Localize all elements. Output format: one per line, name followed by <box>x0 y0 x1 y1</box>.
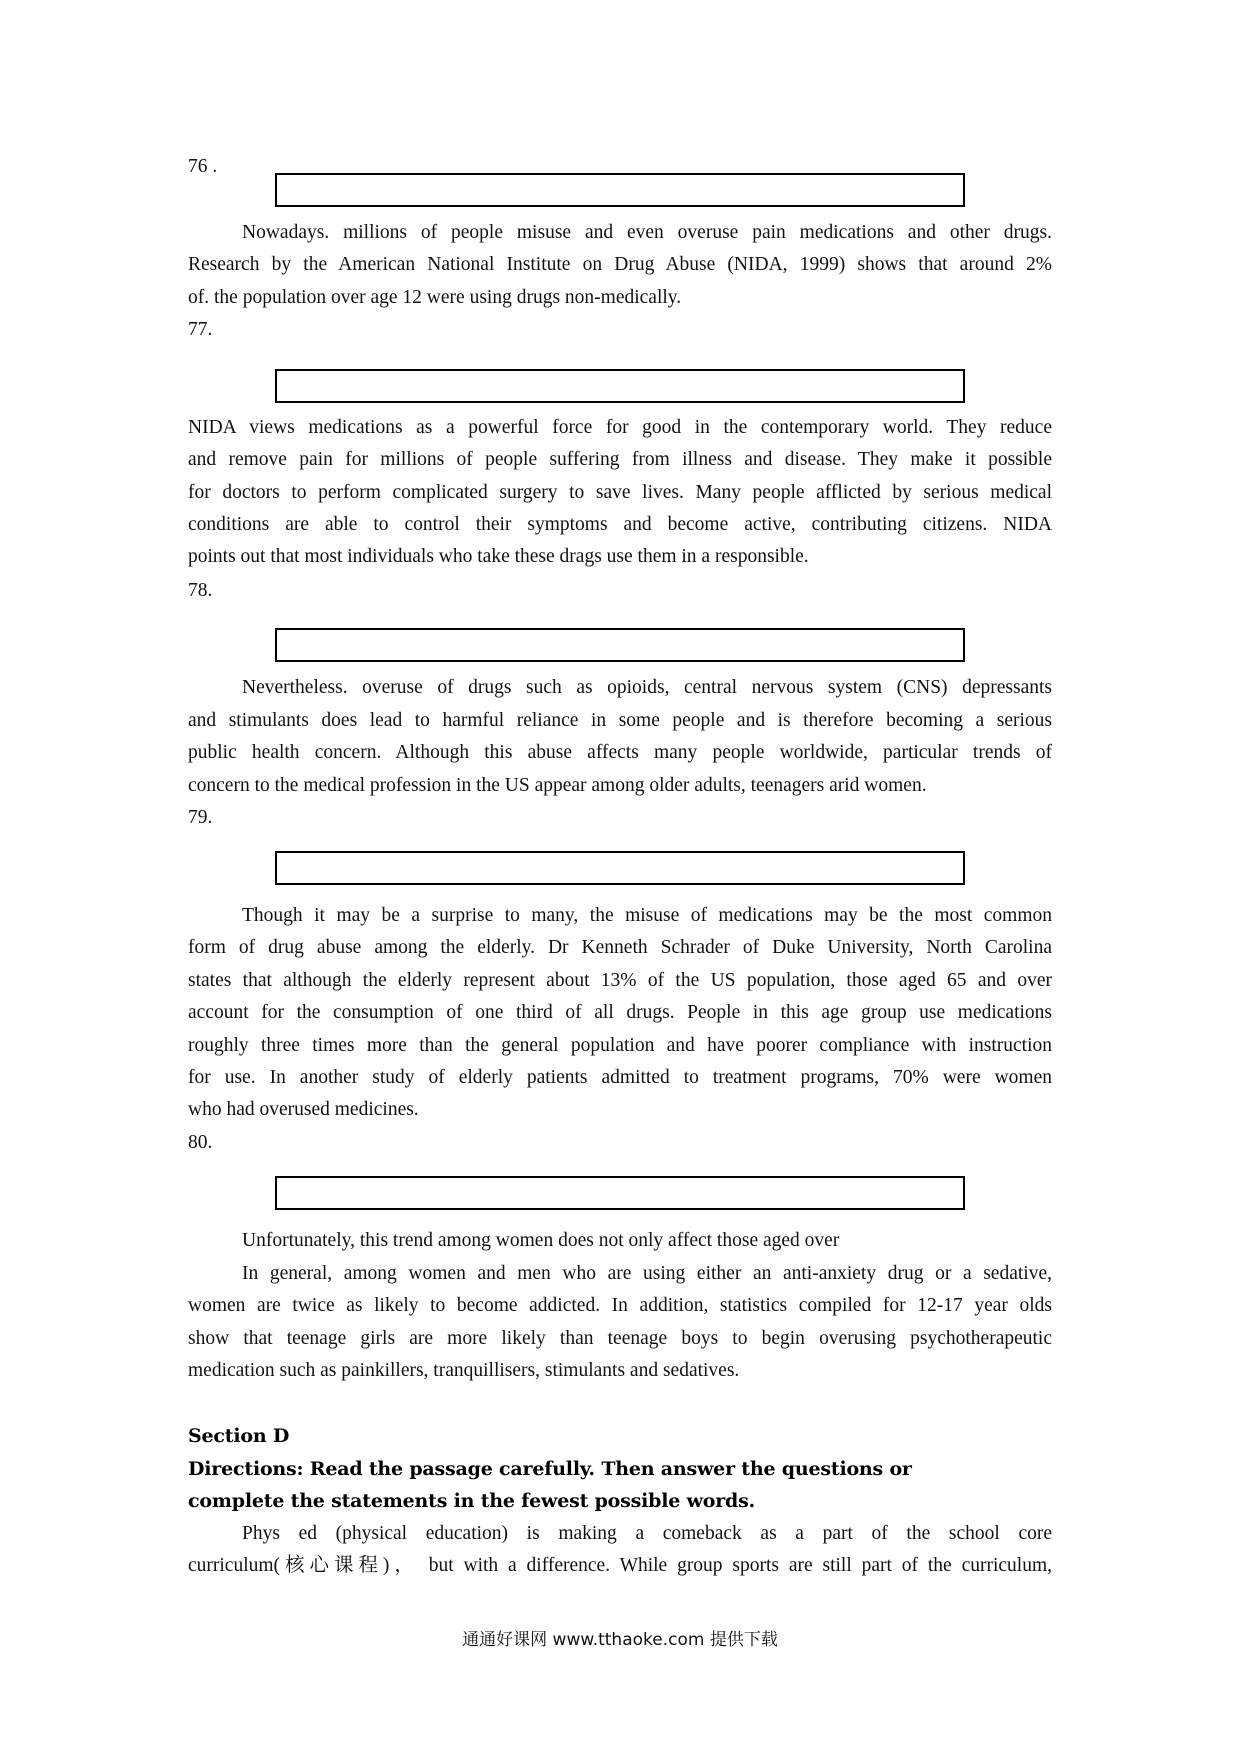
section-d-directions: complete the statements in the fewest possible words. <box>188 1490 755 1512</box>
paragraph-line: women are twice as likely to become addicted. In addition, statistics compiled for 12-17 year olds <box>188 1295 1052 1316</box>
paragraph-line: account for the consumption of one third of all drugs. People in this age group use medications <box>188 1002 1052 1023</box>
paragraph-line: concern to the medical profession in the US appear among older adults, teenagers arid women. <box>188 775 927 796</box>
paragraph-line: In general, among women and men who are using either an anti-anxiety drug or a sedative, <box>242 1263 1052 1284</box>
paragraph-line: show that teenage girls are more likely than teenage boys to begin overusing psychotherapeutic <box>188 1328 1052 1349</box>
answer-box-79[interactable] <box>275 851 965 885</box>
paragraph-line: Unfortunately, this trend among women does not only affect those aged over <box>242 1230 840 1251</box>
paragraph-line: roughly three times more than the general population and have poorer compliance with instruction <box>188 1035 1052 1056</box>
question-number-80: 80. <box>188 1132 213 1153</box>
paragraph-line: conditions are able to control their symptoms and become active, contributing citizens. NIDA <box>188 514 1052 535</box>
paragraph-line: Phys ed (physical education) is making a comeback as a part of the school core <box>242 1523 1052 1544</box>
paragraph-line: Though it may be a surprise to many, the misuse of medications may be the most common <box>242 905 1052 926</box>
paragraph-line: points out that most individuals who take these drags use them in a responsible. <box>188 546 809 567</box>
paragraph-line: who had overused medicines. <box>188 1099 419 1120</box>
paragraph-line: Nowadays. millions of people misuse and even overuse pain medications and other drugs. <box>242 222 1052 243</box>
paragraph-line: of. the population over age 12 were using drugs non-medically. <box>188 287 682 308</box>
question-number-77: 77. <box>188 319 213 340</box>
paragraph-line: curriculum(核心课程)， but with a difference. While group sports are still part of the curriculum, <box>188 1555 1052 1576</box>
paragraph-line: public health concern. Although this abuse affects many people worldwide, particular trends of <box>188 742 1052 763</box>
section-d-title: Section D <box>188 1425 290 1447</box>
paragraph-line: and remove pain for millions of people suffering from illness and disease. They make it possible <box>188 449 1052 470</box>
paragraph-line: for use. In another study of elderly patients admitted to treatment programs, 70% were women <box>188 1067 1052 1088</box>
paragraph-line: form of drug abuse among the elderly. Dr Kenneth Schrader of Duke University, North Carolina <box>188 937 1052 958</box>
paragraph-line: medication such as painkillers, tranquillisers, stimulants and sedatives. <box>188 1360 740 1381</box>
paragraph-line: and stimulants does lead to harmful reliance in some people and is therefore becoming a serious <box>188 710 1052 731</box>
question-number-78: 78. <box>188 580 213 601</box>
page-footer: 通通好课网 www.tthaoke.com 提供下载 <box>462 1630 778 1650</box>
section-d-directions: Directions: Read the passage carefully. Then answer the questions or <box>188 1458 912 1480</box>
paragraph-line: Research by the American National Institute on Drug Abuse (NIDA, 1999) shows that around 2% <box>188 254 1052 275</box>
answer-box-78[interactable] <box>275 628 965 662</box>
paragraph-line: states that although the elderly represent about 13% of the US population, those aged 65 and over <box>188 970 1052 991</box>
paragraph-line: NIDA views medications as a powerful force for good in the contemporary world. They reduce <box>188 417 1052 438</box>
answer-box-76[interactable] <box>275 173 965 207</box>
question-number-76: 76 . <box>188 156 218 177</box>
question-number-79: 79. <box>188 807 213 828</box>
answer-box-80[interactable] <box>275 1176 965 1210</box>
answer-box-77[interactable] <box>275 369 965 403</box>
paragraph-line: for doctors to perform complicated surgery to save lives. Many people afflicted by serious medical <box>188 482 1052 503</box>
paragraph-line: Nevertheless. overuse of drugs such as opioids, central nervous system (CNS) depressants <box>242 677 1052 698</box>
